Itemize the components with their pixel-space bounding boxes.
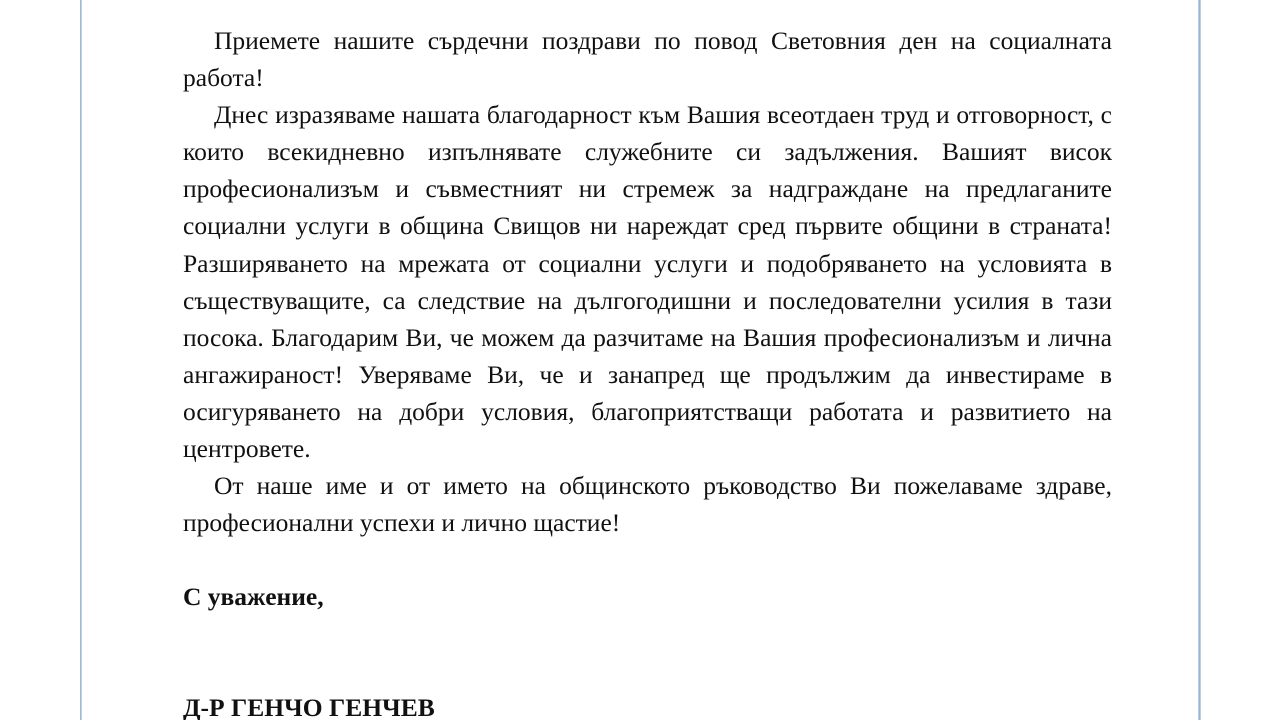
signatory-name: Д-Р ГЕНЧО ГЕНЧЕВ xyxy=(183,693,435,720)
paragraph-greeting: Приемете нашите сърдечни поздрави по повод Световния ден на социалната работа! xyxy=(183,26,1112,93)
closing-salutation: С уважение, xyxy=(183,582,324,611)
page-border-right xyxy=(1198,0,1201,720)
page-border-left xyxy=(80,0,82,720)
letter-body xyxy=(183,22,1112,541)
paragraph-wishes: От наше име и от името на общинското ръководство Ви пожелаваме здраве, професионални успехи и лично щастие! xyxy=(183,471,1112,538)
paragraph-gratitude: Днес изразяваме нашата благодарност към Вашия всеотдаен труд и отговорност, с които всекидневно изпълнявате служебните си задължения. Вашият висок професионализъм и съвместният ни стремеж за надграждане на предлаганите социални услуги в община Свищов ни нареждат сред първите общини в страната! Разширяването на мрежата от социални услуги и подобряването на условията в съществуващите, са следствие на дългогодишни и последователни усилия в тази посока. Благодарим Ви, че можем да разчитаме на Вашия професионализъм и лична ангажираност! Уверяваме Ви, че и занапред ще продължим да инвестираме в осигуряването на добри условия, благоприятстващи работата и развитието на центровете. xyxy=(183,100,1112,464)
